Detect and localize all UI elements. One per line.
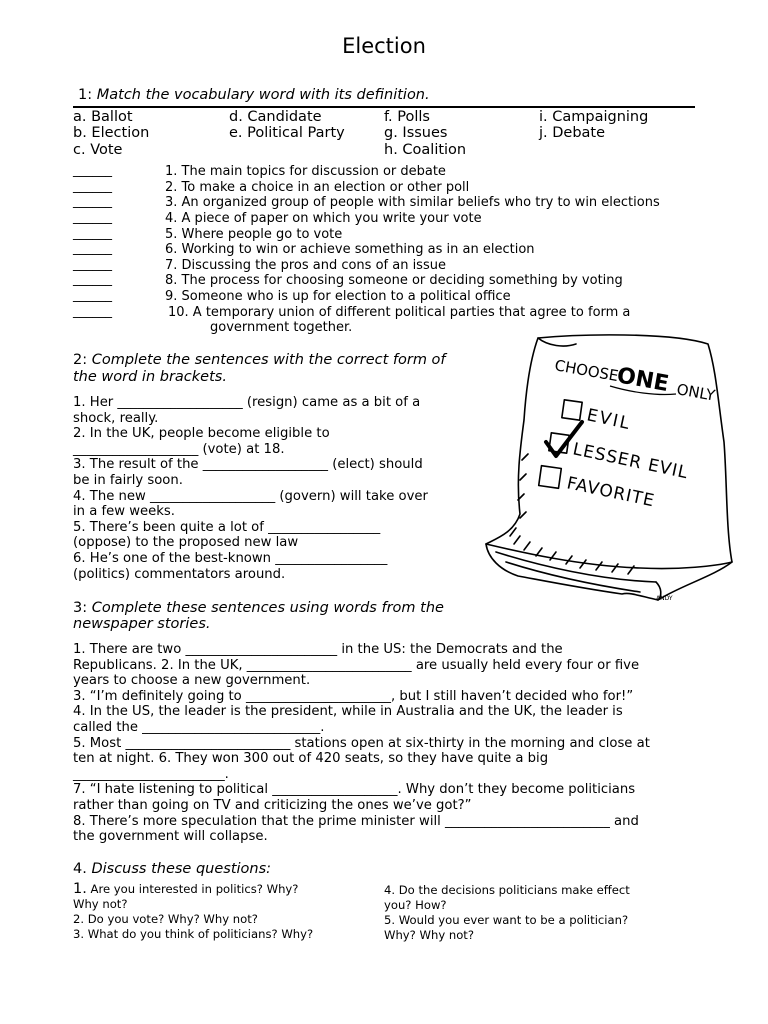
sentence-line: 5. Most _________________________ stations open at six-thirty in the morning and close at — [73, 735, 650, 751]
answer-blank-6[interactable]: ______ — [73, 241, 112, 256]
vocab-c: c. Vote — [73, 142, 123, 158]
sentence-line: Republicans. 2. In the UK, _________________________ are usually held every four or five — [73, 657, 640, 673]
section-2-heading-continued — [73, 369, 227, 385]
sentence-line: 8. There’s more speculation that the prime minister will _________________________ and — [73, 813, 639, 829]
section-4-heading — [73, 861, 271, 877]
illustration-option-favorite: FAVORITE — [564, 473, 657, 512]
illustration-signature: ANDY — [656, 595, 673, 602]
section-4-instruction: Discuss these questions: — [91, 861, 272, 877]
definition-2: 2. To make a choice in an election or other poll — [165, 180, 470, 195]
sentence-line: years to choose a new government. — [73, 673, 311, 689]
sentence-line: 4. The new ___________________ (govern) will take over — [73, 488, 428, 504]
discussion-questions-right — [384, 883, 704, 943]
ballot-illustration — [480, 330, 746, 608]
sentence-line: 3. “I’m definitely going to ______________________, but I still haven’t decided who for!” — [73, 688, 634, 704]
sentence-line: 5. There’s been quite a lot of _________________ — [73, 519, 381, 535]
definition-9: 9. Someone who is up for election to a political office — [165, 289, 511, 304]
sentence-line: called the ___________________________. — [73, 719, 325, 735]
section-2-sentences — [73, 395, 473, 582]
section-3-heading-continued — [73, 616, 211, 632]
definition-6: 6. Working to win or achieve something as in an election — [165, 242, 535, 257]
section-4-number: 4. — [73, 861, 87, 877]
sentence-line: ___________________ (vote) at 18. — [73, 441, 285, 457]
sentence-line: in a few weeks. — [73, 504, 175, 520]
definition-4: 4. A piece of paper on which you write your vote — [165, 211, 482, 226]
section-2-instruction: Complete the sentences with the correct form of — [91, 352, 446, 368]
answer-blank-4[interactable]: ______ — [73, 210, 112, 225]
definition-5: 5. Where people go to vote — [165, 227, 343, 242]
question-5-continued: Why? Why not? — [384, 928, 475, 942]
question-3: 3. What do you think of politicians? Why? — [73, 927, 314, 941]
vocab-b: b. Election — [73, 125, 150, 141]
question-5: 5. Would you ever want to be a politician? — [384, 913, 629, 927]
sentence-line: (oppose) to the proposed new law — [73, 535, 299, 551]
question-1-continued: Why not? — [73, 897, 128, 911]
vocab-e: e. Political Party — [229, 125, 345, 141]
question-1-text: Are you interested in politics? Why? — [86, 882, 299, 896]
vocab-g: g. Issues — [384, 125, 448, 141]
question-2: 2. Do you vote? Why? Why not? — [73, 912, 258, 926]
section-1-rule — [73, 106, 695, 108]
definition-1: 1. The main topics for discussion or debate — [165, 164, 446, 179]
discussion-questions-left — [73, 882, 373, 942]
section-2-number: 2: — [73, 352, 88, 368]
sentence-line: rather than going on TV and criticizing the ones we’ve got?” — [73, 797, 472, 813]
section-1-instruction: Match the vocabulary word with its definition. — [96, 87, 430, 103]
vocab-j: j. Debate — [539, 125, 606, 141]
sentence-line: 1. Her ___________________ (resign) came as a bit of a — [73, 395, 421, 410]
illustration-heading-left: CHOOSE — [553, 356, 620, 386]
sentence-line: ten at night. 6. They won 300 out of 420 seats, so they have quite a big — [73, 751, 549, 767]
vocab-i: i. Campaigning — [539, 109, 649, 125]
section-1-number: 1: — [78, 87, 93, 103]
definition-10-continued: government together. — [210, 320, 353, 335]
vocab-a: a. Ballot — [73, 109, 133, 125]
sentence-line: _______________________. — [73, 766, 229, 782]
vocab-d: d. Candidate — [229, 109, 322, 125]
definition-10: 10. A temporary union of different political parties that agree to form a — [168, 305, 631, 320]
section-3-number: 3: — [73, 600, 88, 616]
section-3-instruction-continued: newspaper stories. — [73, 616, 211, 632]
answer-blank-1[interactable]: ______ — [73, 163, 112, 178]
sentence-line: (politics) commentators around. — [73, 566, 286, 582]
answer-blank-3[interactable]: ______ — [73, 194, 112, 209]
illustration-option-evil: EVIL — [584, 405, 633, 435]
sentence-line: 6. He’s one of the best-known _________________ — [73, 550, 388, 566]
page-title: Election — [342, 34, 426, 58]
vocab-f: f. Polls — [384, 109, 430, 125]
sentence-line: 2. In the UK, people become eligible to — [73, 426, 330, 442]
answer-blank-2[interactable]: ______ — [73, 179, 112, 194]
question-1-number: 1. — [73, 881, 87, 897]
definition-8: 8. The process for choosing someone or deciding something by voting — [165, 273, 623, 288]
question-1 — [73, 882, 373, 897]
illustration-heading-right: ONLY — [675, 380, 717, 405]
section-1-heading — [78, 87, 430, 103]
sentence-line: the government will collapse. — [73, 829, 268, 845]
definition-7: 7. Discussing the pros and cons of an issue — [165, 258, 446, 273]
section-3-instruction: Complete these sentences using words from the — [91, 600, 444, 616]
sentence-line: 4. In the US, the leader is the president, while in Australia and the UK, the leader is — [73, 704, 623, 720]
sentence-line: be in fairly soon. — [73, 472, 183, 488]
answer-blank-10[interactable]: ______ — [73, 304, 112, 319]
answer-blank-7[interactable]: ______ — [73, 257, 112, 272]
sentence-line: 3. The result of the ___________________ (elect) should — [73, 457, 423, 473]
sentence-line: shock, really. — [73, 410, 159, 426]
answer-blank-5[interactable]: ______ — [73, 226, 112, 241]
definition-3: 3. An organized group of people with similar beliefs who try to win elections — [165, 195, 660, 210]
answer-blank-8[interactable]: ______ — [73, 272, 112, 287]
answer-blank-9[interactable]: ______ — [73, 288, 112, 303]
section-3-sentences — [73, 642, 698, 845]
section-2-instruction-continued: the word in brackets. — [73, 369, 227, 385]
question-4: 4. Do the decisions politicians make effect — [384, 883, 630, 897]
illustration-heading-mid: ONE — [614, 363, 671, 397]
question-4-continued: you? How? — [384, 898, 447, 912]
vocab-h: h. Coalition — [384, 142, 467, 158]
sentence-line: 7. “I hate listening to political ___________________. Why don’t they become politicians — [73, 782, 636, 798]
illustration-option-lesser-evil: LESSER EVIL — [570, 439, 691, 484]
section-2-heading — [73, 352, 446, 368]
sentence-line: 1. There are two _______________________ in the US: the Democrats and the — [73, 642, 563, 657]
section-3-heading — [73, 600, 444, 616]
